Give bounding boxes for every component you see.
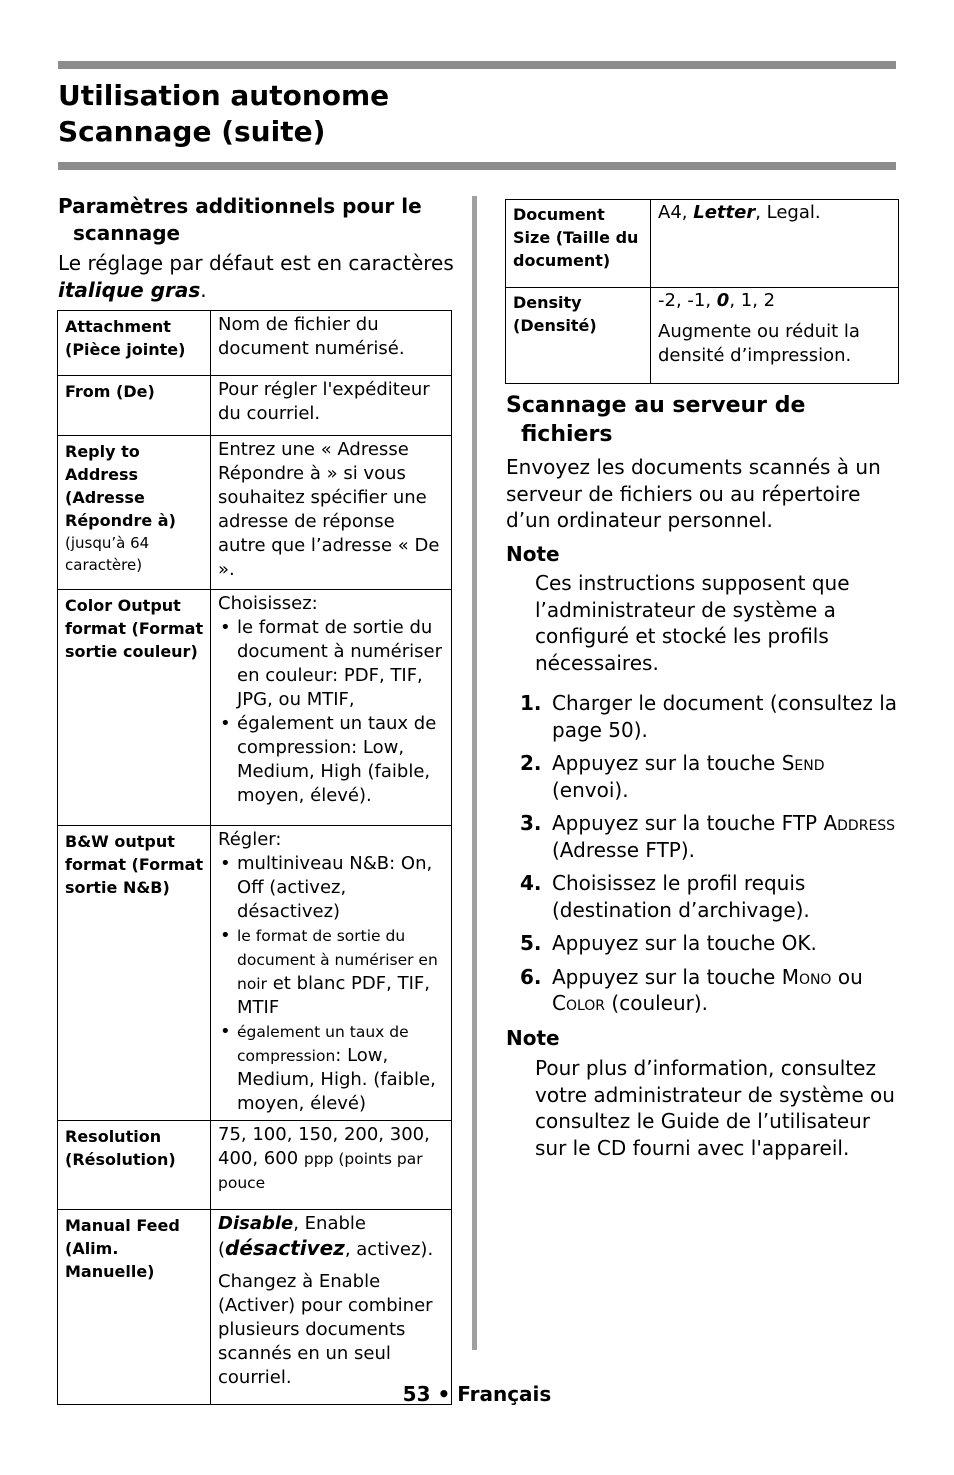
key-name: Send [781, 751, 825, 775]
param-key: Color Output format (Format sortie couleur) [58, 590, 211, 826]
note-label: Note [506, 542, 560, 566]
key-name: Address [823, 811, 896, 835]
intro-text: Le réglage par défaut est en caractères italique gras. [58, 251, 454, 302]
scan-parameters-table [57, 310, 452, 1405]
list-item: • multiniveau N&B: On, Off (activez, désactivez) [218, 852, 447, 924]
list-item: • le format de sortie du document à numériser en noir et blanc PDF, TIF, MTIF [218, 924, 447, 1020]
note-text: Pour plus d’information, consultez votre administrateur de système ou consultez le Guide de l’utilisateur sur le CD fourni avec l'appareil. [535, 1056, 895, 1160]
bullet-list [218, 852, 447, 1116]
title-line-2: Scannage (suite) [58, 115, 326, 148]
table-row [58, 311, 452, 376]
top-rule [58, 61, 896, 69]
table-row [506, 200, 899, 288]
param-value: Disable, Enable (désactivez, activez). Changez à Enable (Activer) pour combiner plusieurs documents scannés en un seul courriel. [211, 1210, 452, 1405]
page-footer: 53 • Français [402, 1382, 552, 1406]
param-key: B&W output format (Format sortie N&B) [58, 826, 211, 1121]
step-item: 6. Appuyez sur la touche Mono ou Color (couleur). [520, 964, 863, 1015]
step-item: 3. Appuyez sur la touche FTP Address (Adresse FTP). [520, 811, 896, 862]
title-bottom-rule [58, 162, 896, 170]
table-row [58, 1210, 452, 1405]
param-key: Attachment (Pièce jointe) [58, 311, 211, 376]
param-key: Resolution (Résolution) [58, 1121, 211, 1210]
param-value: Nom de fichier du document numérisé. [211, 311, 452, 376]
column-divider [472, 196, 477, 1350]
right-section-heading: Scannage au serveur de fichiers [506, 393, 806, 447]
section-body-text: Envoyez les documents scannés à un serveur de fichiers ou au répertoire d’un ordinateur personnel. [506, 455, 881, 532]
page-title [58, 78, 389, 150]
step-item: 5. Appuyez sur la touche OK. [520, 931, 817, 955]
list-item: • le format de sortie du document à numériser en couleur: PDF, TIF, JPG, ou MTIF, [218, 616, 447, 712]
param-key: From (De) [58, 376, 211, 436]
key-name: Color [552, 991, 606, 1015]
key-name: Mono [781, 964, 832, 989]
step-item: 2. Appuyez sur la touche Send (envoi). [520, 751, 825, 802]
param-key: Manual Feed (Alim. Manuelle) [58, 1210, 211, 1405]
param-key: Document Size (Taille du document) [506, 200, 651, 288]
steps-list [506, 690, 898, 1024]
param-value: -2, -1, 0, 1, 2 Augmente ou réduit la densité d’impression. [651, 288, 899, 384]
table-row [506, 288, 899, 384]
param-key: Reply to Address (Adresse Répondre à) (jusqu’à 64 caractère) [58, 436, 211, 590]
title-line-1: Utilisation autonome [58, 79, 390, 112]
param-value: 75, 100, 150, 200, 300, 400, 600 ppp (points par pouce [211, 1121, 452, 1210]
step-item: 1. Charger le document (consultez la page 50). [520, 691, 898, 742]
list-item: • également un taux de compression: Low, Medium, High. (faible, moyen, élevé) [218, 1020, 447, 1116]
step-item: 4. Choisissez le profil requis (destination d’archivage). [520, 871, 810, 922]
table-row [58, 436, 452, 590]
left-section-heading: Paramètres additionnels pour le scannage [58, 194, 422, 245]
param-key-note: (jusqu’à 64 caractère) [65, 534, 150, 574]
note-label: Note [506, 1026, 560, 1050]
param-key: Density (Densité) [506, 288, 651, 384]
param-value: Entrez une « Adresse Répondre à » si vous souhaitez spécifier une adresse de réponse autre que l’adresse « De ». [211, 436, 452, 590]
param-value: Choisissez: • le format de sortie du document à numériser en couleur: PDF, TIF, JPG, ou MTIF, • également un taux de compression: Low, Medium, High (faible, moyen, élevé). [211, 590, 452, 826]
param-value: A4, Letter, Legal. [651, 200, 899, 288]
table-row [58, 826, 452, 1121]
note-text: Ces instructions supposent que l’administrateur de système a configuré et stocké les profils nécessaires. [535, 571, 850, 675]
param-value: Régler: • multiniveau N&B: On, Off (activez, désactivez) • le format de sortie du document à numériser en noir et blanc PDF, TIF, MTIF • également un taux de compression: Low, Medium, High. (faible, moyen, élevé) [211, 826, 452, 1121]
bullet-list [218, 616, 447, 808]
table-row [58, 1121, 452, 1210]
table-row [58, 590, 452, 826]
table-row [58, 376, 452, 436]
list-item: • également un taux de compression: Low, Medium, High (faible, moyen, élevé). [218, 712, 447, 808]
param-value: Pour régler l'expéditeur du courriel. [211, 376, 452, 436]
scan-settings-table [505, 199, 899, 384]
